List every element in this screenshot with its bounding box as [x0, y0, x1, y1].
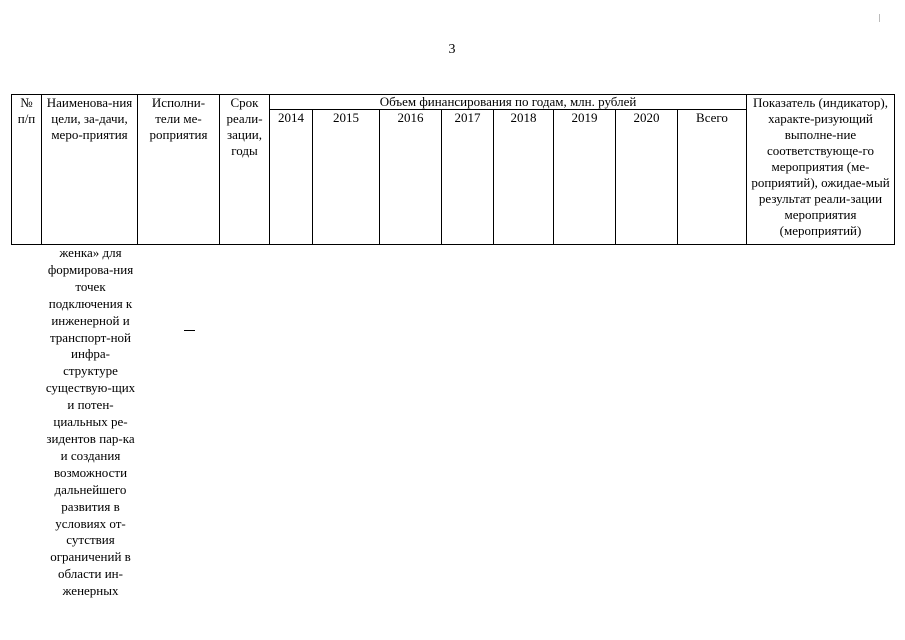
header-year-2020: 2020	[616, 110, 678, 245]
header-number: № п/п	[12, 95, 42, 245]
funding-table	[11, 94, 895, 245]
header-year-2015: 2015	[313, 110, 380, 245]
header-year-2018: 2018	[494, 110, 554, 245]
header-year-2017: 2017	[442, 110, 494, 245]
activity-name-continuation: женка» для формирова-ния точек подключения к инженерной и транспорт-ной инфра-структуре существую-щих и потен-циальных ре-зидентов пар-ка и создания возможности дальнейшего развития в условиях от-сутствия ограничений в области ин-женерных	[45, 245, 136, 599]
header-indicator: Показатель (индикатор), характе-ризующий выполне-ние соответствующе-го мероприятия (ме-роприятий), ожидае-мый результат реали-зации мероприятия (мероприятий)	[747, 95, 895, 245]
header-year-2014: 2014	[270, 110, 313, 245]
header-year-2016: 2016	[380, 110, 442, 245]
page-number: 3	[448, 42, 456, 57]
header-term: Срок реали-зации, годы	[220, 95, 270, 245]
header-executors: Исполни-тели ме-роприятия	[138, 95, 220, 245]
header-funding: Объем финансирования по годам, млн. рублей	[270, 95, 747, 110]
header-total: Всего	[678, 110, 747, 245]
executor-dash	[184, 330, 195, 331]
scan-mark	[879, 14, 880, 22]
header-year-2019: 2019	[554, 110, 616, 245]
header-name: Наименова-ния цели, за-дачи, меро-приятия	[42, 95, 138, 245]
